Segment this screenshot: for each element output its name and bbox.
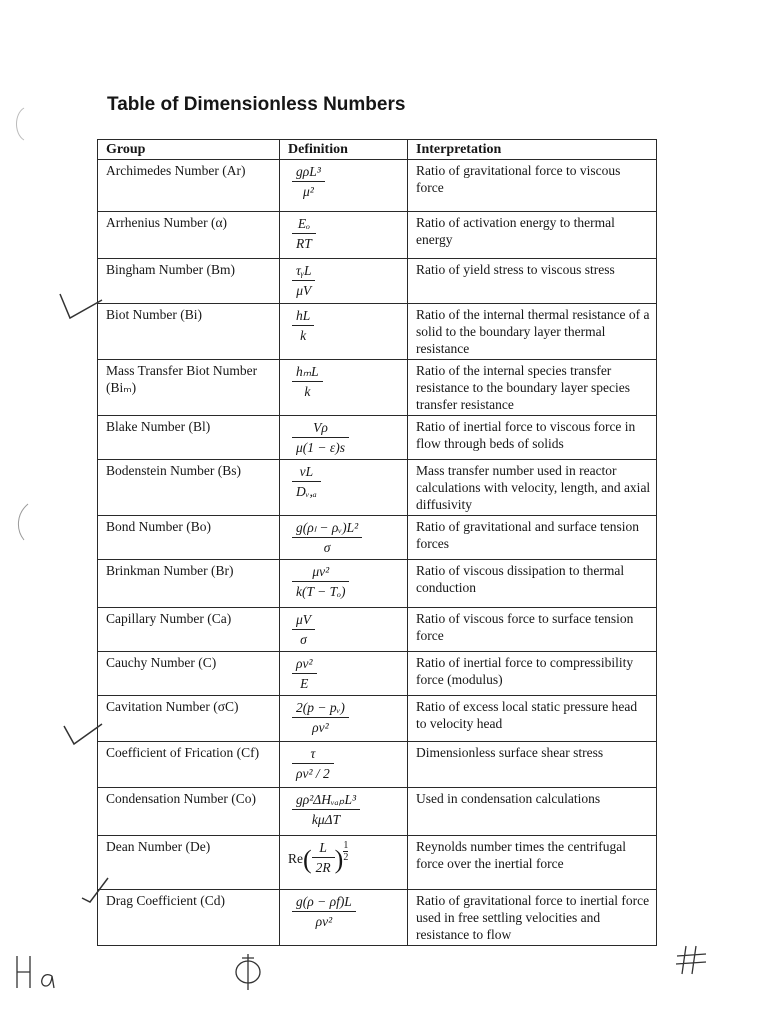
- definition-cell: [280, 836, 408, 890]
- formula: [292, 518, 362, 557]
- group-cell: Arrhenius Number (α): [98, 212, 280, 259]
- definition-cell: [280, 696, 408, 742]
- dimensionless-table: [97, 139, 657, 946]
- formula-denominator: σ: [300, 632, 307, 647]
- formula-numerator: μv²: [292, 562, 349, 582]
- formula: [292, 214, 316, 253]
- interpretation-cell: Dimensionless surface shear stress: [408, 742, 657, 788]
- definition-cell: [280, 516, 408, 560]
- table-row: [98, 788, 657, 836]
- formula-prefix: Re: [288, 851, 303, 866]
- scan-smudge: [8, 104, 32, 144]
- formula-numerator: hL: [292, 306, 314, 326]
- formula-denominator: RT: [296, 236, 312, 251]
- interpretation-cell: Ratio of gravitational force to viscous force: [408, 160, 657, 212]
- table-header-row: [98, 140, 657, 160]
- formula-numerator: Eₒ: [292, 214, 316, 234]
- table-row: [98, 416, 657, 460]
- group-cell: Blake Number (Bl): [98, 416, 280, 460]
- group-cell: Brinkman Number (Br): [98, 560, 280, 608]
- formula-denominator: Dᵥ,ₐ: [296, 484, 317, 499]
- interpretation-cell: Reynolds number times the centrifugal force over the inertial force: [408, 836, 657, 890]
- exponent-numerator: 1: [343, 840, 349, 851]
- definition-cell: [280, 742, 408, 788]
- paren-right: ): [334, 845, 344, 874]
- group-cell: Dean Number (De): [98, 836, 280, 890]
- table-row: [98, 696, 657, 742]
- definition-cell: [280, 212, 408, 259]
- group-cell: Coefficient of Frication (Cf): [98, 742, 280, 788]
- formula: [292, 162, 325, 201]
- page-title: Table of Dimensionless Numbers: [107, 94, 406, 115]
- formula: [292, 418, 349, 457]
- formula-numerator: vL: [292, 462, 321, 482]
- table-row: [98, 160, 657, 212]
- scan-smudge: [10, 500, 34, 544]
- group-cell: Condensation Number (Co): [98, 788, 280, 836]
- group-cell: Cauchy Number (C): [98, 652, 280, 696]
- group-cell: Bingham Number (Bm): [98, 259, 280, 304]
- interpretation-cell: Ratio of yield stress to viscous stress: [408, 259, 657, 304]
- formula: [292, 698, 349, 737]
- formula-denominator: ρv² / 2: [296, 766, 330, 781]
- interpretation-cell: Ratio of the internal thermal resistance of a solid to the boundary layer thermal resistance: [408, 304, 657, 360]
- table-row: [98, 560, 657, 608]
- handwritten-scribble-ha: [14, 952, 62, 992]
- group-cell: Biot Number (Bi): [98, 304, 280, 360]
- formula: [292, 362, 323, 401]
- formula: [292, 744, 334, 783]
- definition-cell: [280, 788, 408, 836]
- formula: [292, 790, 360, 829]
- definition-cell: [280, 160, 408, 212]
- formula-numerator: τ: [292, 744, 334, 764]
- interpretation-cell: Ratio of the internal species transfer resistance to the boundary layer species transfer resistance: [408, 360, 657, 416]
- header-interpretation: Interpretation: [408, 140, 657, 160]
- table-row: [98, 890, 657, 946]
- table-row: [98, 742, 657, 788]
- interpretation-cell: Ratio of inertial force to compressibility force (modulus): [408, 652, 657, 696]
- interpretation-cell: Mass transfer number used in reactor calculations with velocity, length, and axial diffusivity: [408, 460, 657, 516]
- formula: [292, 892, 356, 931]
- header-group: Group: [98, 140, 280, 160]
- table-row: [98, 259, 657, 304]
- definition-cell: [280, 259, 408, 304]
- table-row: [98, 516, 657, 560]
- formula-numerator: 2(p − pᵥ): [292, 698, 349, 718]
- definition-cell: [280, 360, 408, 416]
- table-row: [98, 836, 657, 890]
- group-cell: Bodenstein Number (Bs): [98, 460, 280, 516]
- group-cell: Mass Transfer Biot Number (Biₘ): [98, 360, 280, 416]
- table-row: [98, 360, 657, 416]
- interpretation-cell: Ratio of gravitational and surface tension forces: [408, 516, 657, 560]
- group-cell: Drag Coefficient (Cd): [98, 890, 280, 946]
- table-row: [98, 652, 657, 696]
- formula: [292, 306, 314, 345]
- formula-denominator: ρv²: [312, 720, 329, 735]
- group-cell: Capillary Number (Ca): [98, 608, 280, 652]
- interpretation-cell: Ratio of inertial force to viscous force in flow through beds of solids: [408, 416, 657, 460]
- formula-denominator: μV: [296, 283, 312, 298]
- formula-numerator: μV: [292, 610, 315, 630]
- formula-numerator: ρv²: [292, 654, 317, 674]
- handwritten-hash-symbol: [674, 942, 710, 978]
- formula-denominator: μ²: [302, 184, 314, 199]
- formula: [292, 654, 317, 693]
- formula: [292, 261, 315, 300]
- definition-cell: [280, 304, 408, 360]
- interpretation-cell: Ratio of viscous dissipation to thermal conduction: [408, 560, 657, 608]
- formula: [292, 462, 321, 501]
- formula-denominator: E: [300, 676, 309, 691]
- formula-numerator: Vρ: [292, 418, 349, 438]
- formula-denominator: σ: [323, 540, 331, 555]
- formula-denominator: k: [304, 384, 311, 399]
- definition-cell: [280, 460, 408, 516]
- definition-cell: [280, 560, 408, 608]
- formula-numerator: τᵧL: [292, 261, 315, 281]
- formula: [312, 838, 335, 877]
- formula-denominator: μ(1 − ε)s: [296, 440, 345, 455]
- table-row: [98, 212, 657, 259]
- interpretation-cell: Used in condensation calculations: [408, 788, 657, 836]
- table-row: [98, 608, 657, 652]
- definition-cell: [280, 890, 408, 946]
- definition-cell: [280, 652, 408, 696]
- formula-numerator: gρ²ΔHᵥₐₚL³: [292, 790, 360, 810]
- definition-cell: [280, 416, 408, 460]
- formula-numerator: L: [312, 838, 335, 858]
- formula: [292, 610, 315, 649]
- interpretation-cell: Ratio of gravitational force to inertial force used in free settling velocities and resistance to flow: [408, 890, 657, 946]
- group-cell: Bond Number (Bo): [98, 516, 280, 560]
- header-definition: Definition: [280, 140, 408, 160]
- formula-denominator: k(T − Tₒ): [296, 584, 346, 599]
- handwritten-phi-symbol: [228, 952, 268, 992]
- formula-denominator: k: [300, 328, 307, 343]
- group-cell: Cavitation Number (σC): [98, 696, 280, 742]
- interpretation-cell: Ratio of viscous force to surface tension force: [408, 608, 657, 652]
- group-cell: Archimedes Number (Ar): [98, 160, 280, 212]
- definition-cell: [280, 608, 408, 652]
- table-row: [98, 460, 657, 516]
- formula: [292, 562, 349, 601]
- formula-numerator: hₘL: [292, 362, 323, 382]
- paren-left: (: [303, 845, 312, 874]
- exponent-denominator: 2: [343, 852, 349, 863]
- formula-numerator: g(ρₗ − ρᵥ)L²: [292, 518, 362, 538]
- formula-exponent: [343, 840, 348, 863]
- interpretation-cell: Ratio of excess local static pressure head to velocity head: [408, 696, 657, 742]
- formula-numerator: g(ρ − ρf)L: [292, 892, 356, 912]
- formula-denominator: ρv²: [315, 914, 333, 929]
- formula-numerator: gρL³: [292, 162, 325, 182]
- table-row: [98, 304, 657, 360]
- interpretation-cell: Ratio of activation energy to thermal energy: [408, 212, 657, 259]
- formula-denominator: kμΔT: [311, 812, 341, 827]
- formula-denominator: 2R: [315, 860, 331, 875]
